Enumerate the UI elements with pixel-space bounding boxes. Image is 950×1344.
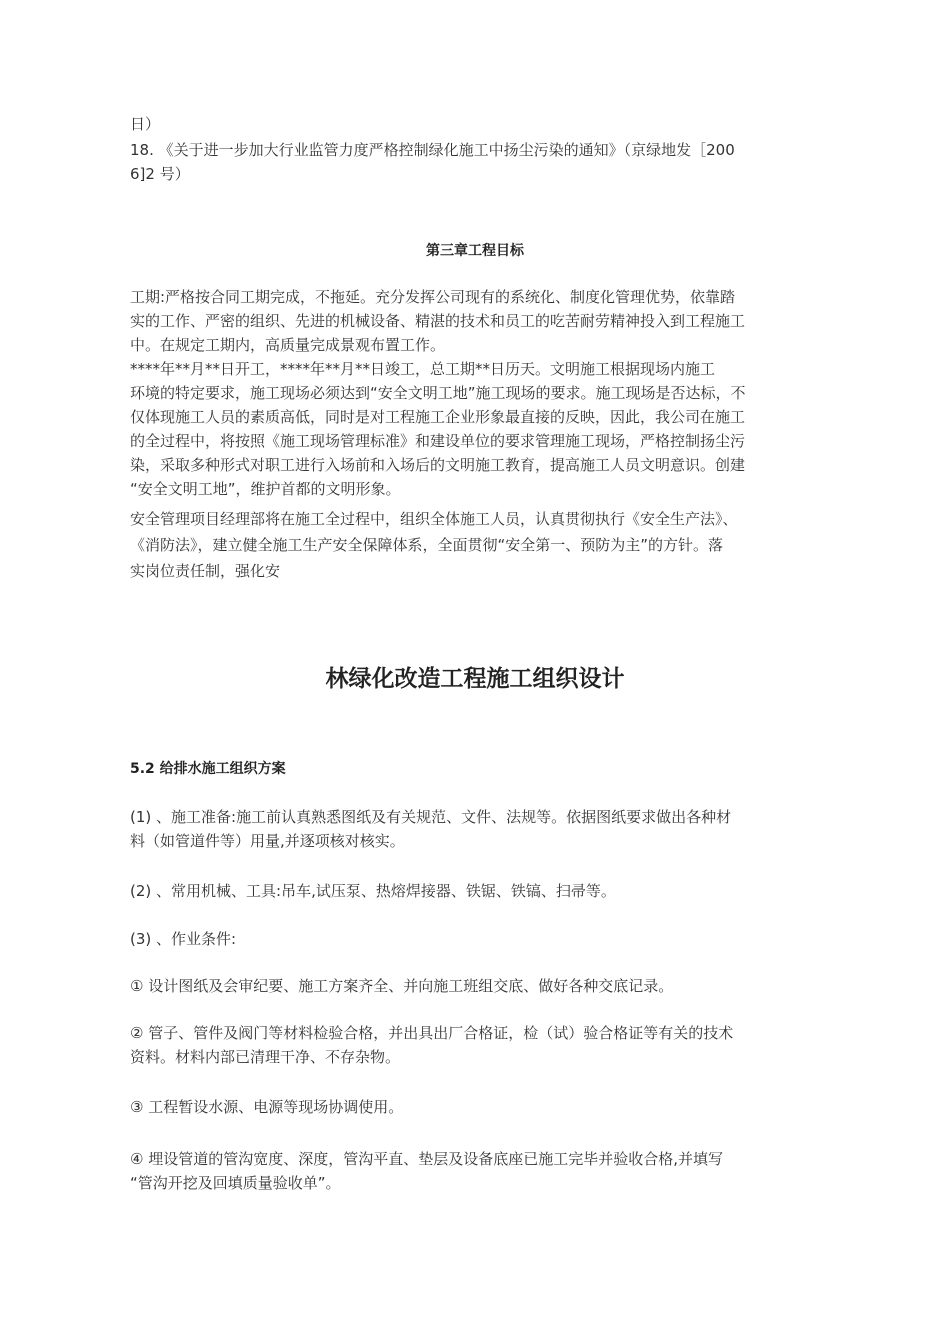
paragraph-line: 实岗位责任制，强化安 <box>130 562 281 580</box>
paragraph-line: 仅体现施工人员的素质高低，同时是对工程施工企业形象最直接的反映，因此，我公司在施工 <box>130 408 746 426</box>
condition-item: ① 设计图纸及会审纪要、施工方案齐全、并向施工班组交底、做好各种交底记录。 <box>130 977 674 995</box>
condition-item: ③ 工程暂设水源、电源等现场协调使用。 <box>130 1098 404 1116</box>
condition-item: ④ 埋设管道的管沟宽度、深度，管沟平直、垫层及设备底座已施工完毕并验收合格,并填写 <box>130 1150 723 1168</box>
text-line: 日） <box>130 115 161 133</box>
condition-item: ② 管子、管件及阀门等材料检验合格，并出具出厂合格证，检（试）验合格证等有关的技术 <box>130 1024 734 1042</box>
list-item: (3) 、作业条件: <box>130 930 237 948</box>
paragraph-line: ****年**月**日开工，****年**月**日竣工，总工期**日历天。文明施工根据现场内施工 <box>130 360 716 378</box>
paragraph-line: 实的工作、严密的组织、先进的机械设备、精湛的技术和员工的吃苦耐劳精神投入到工程施工 <box>130 312 746 330</box>
list-item: 料（如管道件等）用量,并逐项核对核实。 <box>130 832 405 850</box>
chapter-title: 第三章工程目标 <box>426 243 524 259</box>
text-line: 18. 《关于进一步加大行业监管力度严格控制绿化施工中扬尘污染的通知》（京绿地发［200 <box>130 141 735 159</box>
document-title: 林绿化改造工程施工组织设计 <box>325 666 625 692</box>
paragraph-line: 《消防法》，建立健全施工生产安全保障体系，全面贯彻“安全第一、预防为主”的方针。落 <box>130 536 724 554</box>
paragraph-line: 中。在规定工期内，高质量完成景观布置工作。 <box>130 336 446 354</box>
section-title: 5.2 给排水施工组织方案 <box>130 761 286 777</box>
paragraph-line: 环境的特定要求，施工现场必须达到“安全文明工地”施工现场的要求。施工现场是否达标，不 <box>130 384 746 402</box>
text-line: 6]2 号） <box>130 165 190 183</box>
condition-item: “管沟开挖及回填质量验收单”。 <box>130 1174 341 1192</box>
condition-item: 资料。材料内部已清理干净、不存杂物。 <box>130 1048 401 1066</box>
paragraph-line: 染，采取多种形式对职工进行入场前和入场后的文明施工教育，提高施工人员文明意识。创建 <box>130 456 746 474</box>
paragraph-line: 工期:严格按合同工期完成，不拖延。充分发挥公司现有的系统化、制度化管理优势，依靠踏 <box>130 288 736 306</box>
list-item: (2) 、常用机械、工具:吊车,试压泵、热熔焊接器、铁锯、铁镐、扫帚等。 <box>130 882 616 900</box>
paragraph-line: “安全文明工地”，维护首都的文明形象。 <box>130 480 401 498</box>
list-item: (1) 、施工准备:施工前认真熟悉图纸及有关规范、文件、法规等。依据图纸要求做出各种材 <box>130 808 732 826</box>
paragraph-line: 安全管理项目经理部将在施工全过程中，组织全体施工人员，认真贯彻执行《安全生产法》、 <box>130 510 738 528</box>
paragraph-line: 的全过程中，将按照《施工现场管理标准》和建设单位的要求管理施工现场，严格控制扬尘污 <box>130 432 746 450</box>
